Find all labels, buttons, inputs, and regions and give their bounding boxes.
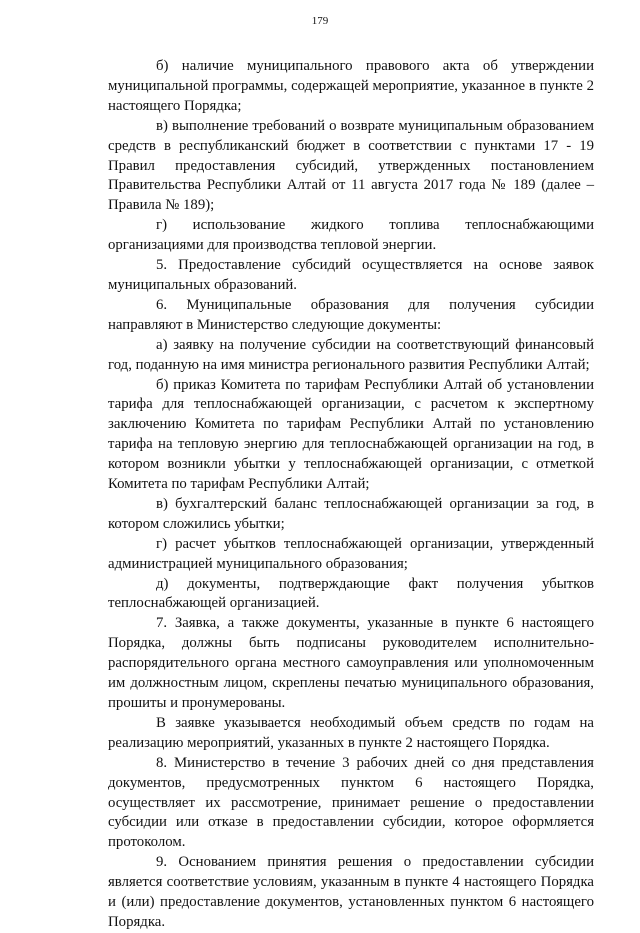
paragraph-6d: д) документы, подтверждающие факт получения убытков теплоснабжающей организацией. bbox=[108, 575, 594, 612]
paragraph-6v: в) бухгалтерский баланс теплоснабжающей организации за год, в котором сложились убытки; bbox=[108, 495, 594, 532]
paragraph-9: 9. Основанием принятия решения о предоставлении субсидии является соответствие условиям, указанным в пункте 4 настоящего Порядка и (или) предоставление документов, установленных пунктом 6 настоящего Порядка. bbox=[108, 854, 594, 930]
document-body bbox=[108, 57, 594, 933]
paragraph-8: 8. Министерство в течение 3 рабочих дней со дня представления документов, предусмотренных пунктом 6 настоящего Порядка, осуществляет их рассмотрение, принимает решение о предоставлении субсидии или отказе в предоставлении субсидии, которое оформляется протоколом. bbox=[108, 754, 594, 851]
paragraph-6a: а) заявку на получение субсидии на соответствующий финансовый год, поданную на имя министра регионального развития Республики Алтай; bbox=[108, 336, 594, 373]
paragraph-5: 5. Предоставление субсидий осуществляется на основе заявок муниципальных образований. bbox=[108, 257, 594, 293]
paragraph-6g: г) расчет убытков теплоснабжающей организации, утвержденный администрацией муниципального образования; bbox=[108, 535, 594, 572]
paragraph-7-note: В заявке указывается необходимый объем средств по годам на реализацию мероприятий, указанных в пункте 2 настоящего Порядка. bbox=[108, 714, 594, 751]
page-number: 179 bbox=[311, 15, 329, 27]
paragraph-6: 6. Муниципальные образования для получения субсидии направляют в Министерство следующие документы: bbox=[108, 296, 594, 333]
paragraph-4b: б) наличие муниципального правового акта об утверждении муниципальной программы, содержащей мероприятие, указанное в пункте 2 настоящего Порядка; bbox=[108, 58, 594, 114]
paragraph-7: 7. Заявка, а также документы, указанные в пункте 6 настоящего Порядка, должны быть подписаны руководителем исполнительно-распорядительного органа местного самоуправления или уполномоченным им должностным лицом, скреплены печатью муниципального образования, прошиты и пронумерованы. bbox=[108, 615, 594, 711]
paragraph-6b: б) приказ Комитета по тарифам Республики Алтай об установлении тарифа для теплоснабжающей организации, с расчетом к экспертному заключению Комитета по тарифам Республики Алтай по установлению тарифа на тепловую энергию для теплоснабжающей организации на год, в котором возникли убытки у теплоснабжающей организации, с отметкой Комитета по тарифам Республики Алтай; bbox=[108, 376, 594, 493]
paragraph-4v: в) выполнение требований о возврате муниципальным образованием средств в республиканский бюджет в соответствии с пунктами 17 - 19 Правил предоставления субсидий, утвержденных постановлением Правительства Республики Алтай от 11 августа 2017 года № 189 (далее – Правила № 189); bbox=[108, 117, 594, 214]
paragraph-4g: г) использование жидкого топлива теплоснабжающими организациями для производства тепловой энергии. bbox=[108, 217, 594, 254]
